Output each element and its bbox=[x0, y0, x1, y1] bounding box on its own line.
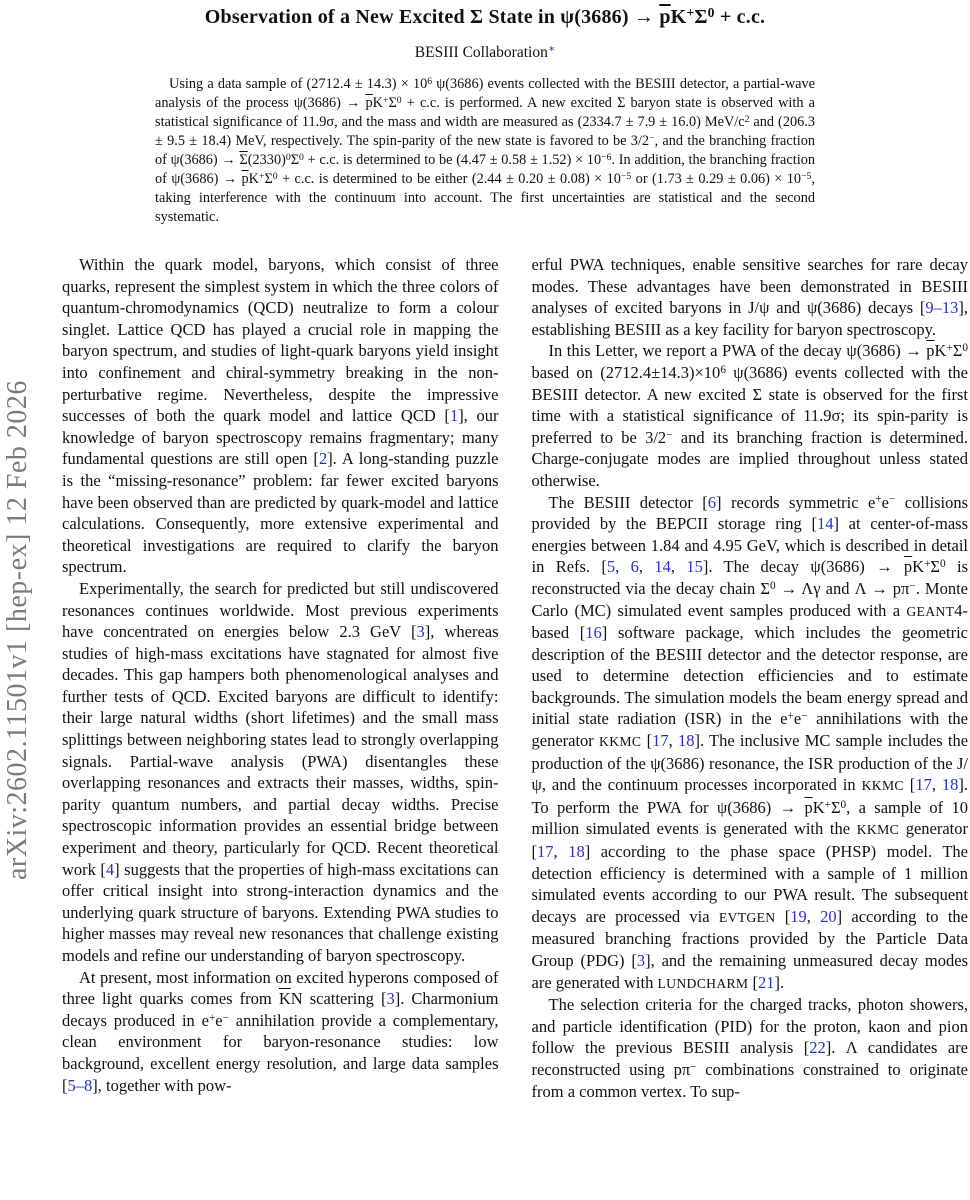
authors-line bbox=[0, 44, 970, 62]
citation-link[interactable]: 14 bbox=[654, 557, 671, 577]
citation-link[interactable]: 17 bbox=[537, 842, 554, 862]
citation-link[interactable]: 3 bbox=[636, 951, 646, 970]
paragraph: erful PWA techniques, enable sensitive searches for rare decay modes. These advantages have been demonstrated in BESIII analyses of excited baryons in J/ψ and ψ(3686) decays [9–13], establishing BESIII as a key facility for baryon spectroscopy. bbox=[531, 255, 968, 339]
body-columns bbox=[62, 254, 968, 1190]
citation-link[interactable]: 17 bbox=[915, 775, 932, 795]
citation-link[interactable]: 17 bbox=[652, 731, 669, 751]
citation-link[interactable]: 19 bbox=[790, 906, 807, 926]
paper-title: Observation of a New Excited Σ State in $\psi(3686) \to \overline{p}K^+\Sigma^0 + c.c$. bbox=[204, 4, 766, 28]
citation-link[interactable]: 5 bbox=[606, 557, 616, 577]
citation-link[interactable]: 14 bbox=[816, 514, 834, 534]
citation-link[interactable]: 15 bbox=[686, 557, 703, 577]
citation-link[interactable]: 4 bbox=[105, 859, 115, 879]
arxiv-stamp: arXiv:2602.11501v1 [hep-ex] 12 Feb 2026 bbox=[2, 380, 33, 880]
left-column bbox=[62, 254, 499, 1190]
citation-link[interactable]: 18 bbox=[941, 775, 959, 795]
citation-link[interactable]: 6 bbox=[630, 557, 639, 577]
citation-link[interactable]: 18 bbox=[677, 731, 695, 751]
paragraph: At present, most information on excited hyperons composed of three light quarks comes from $\overline{K}N$ scattering [3]. Charmonium decays produced in e+e− annihilation provide a complementary, clean environment for baryon-resonance studies: low background, excellent energy resolution, and large data samples [5–8], together with pow- bbox=[62, 967, 499, 1095]
citation-link[interactable]: 3 bbox=[386, 989, 395, 1009]
citation-link[interactable]: 9–13 bbox=[925, 298, 959, 318]
citation-link[interactable]: 16 bbox=[585, 623, 602, 643]
citation-link[interactable]: 20 bbox=[820, 906, 837, 926]
citation-link[interactable]: 2 bbox=[318, 449, 328, 469]
citation-link[interactable]: 5–8 bbox=[67, 1075, 93, 1095]
paragraph: Within the quark model, baryons, which consist of three quarks, represent the simplest system in which the three colors of quantum-chromodynamics (QCD) neutralize to form a colour singlet. Lattice QCD has played a crucial role in mapping the baryon spectrum, and studies of light-quark baryons yield insight into confinement and chiral-symmetry breaking in the non-perturbative regime. Nevertheless, despite the impressive successes of both the quark model and lattice QCD [1], our knowledge of baryon spectroscopy remains fragmentary; many fundamental questions are still open [2]. A long-standing puzzle is the “missing-resonance” problem: far fewer excited baryons have been observed than are predicted by quark-model and lattice calculations. Consequently, more extensive experimental and theoretical investigations are required to clarify the baryon spectrum. bbox=[62, 255, 499, 577]
right-column bbox=[532, 254, 969, 1190]
paragraph: The selection criteria for the charged tracks, photon showers, and particle identification (PID) for the proton, kaon and pion follow the previous BESIII analysis [22]. Λ candidates are reconstructed using pπ− combinations constrained to originate from a common vertex. To sup- bbox=[531, 995, 968, 1101]
citation-link[interactable]: 3 bbox=[416, 622, 425, 642]
citation-link[interactable]: 1 bbox=[449, 406, 459, 426]
abstract: Using a data sample of $(2712.4 \pm 14.3) \times 10^6$ ψ(3686) events collected with the BESIII detector, a partial-wave analysis of the process $\psi(3686) \to \overline{p}K^+\Sigma^0 + c.c$. is performed. A new excited Σ baryon state is observed with a statistical significance of 11.9σ, and the mass and width are measured as (2334.7 ± 7.9 ± 16.0) MeV/$c^2$ and (206.3 ± 9.5 ± 18.4) MeV, respectively. The spin-parity of the new state is favored to be 3/2−, and the branching fraction of $\psi(3686) \to \overline{\Sigma}(2330)^0\Sigma^0 + c.c$. is determined to be $(4.47 \pm 0.58 \pm 1.52) \times 10^{-6}$. In addition, the branching fraction of $\psi(3686) \to \overline{p}K^+\Sigma^0 + c.c$. is determined to be either $(2.44 \pm 0.20 \pm 0.08) \times 10^{-5}$ or $(1.73 \pm 0.29 \pm 0.06) \times 10^{-5}$, taking interference with the continuum into account. The first uncertainties are statistical and the second systematic. bbox=[155, 75, 815, 225]
citation-link[interactable]: 18 bbox=[568, 842, 585, 862]
citation-link[interactable]: 21 bbox=[758, 972, 775, 992]
citation-link[interactable]: 22 bbox=[809, 1038, 826, 1058]
paragraph: In this Letter, we report a PWA of the decay $\psi(3686) \to \overline{p}K^+\Sigma^0$ based on $(2712.4\pm 14.3)\times 10^6$ ψ(3686) events collected with the BESIII detector. A new excited Σ state is observed for the first time with a statistical significance of 11.9σ; its spin-parity is preferred to be 3/2− and its branching fraction is determined. Charge-conjugate modes are implied throughout unless stated otherwise. bbox=[531, 341, 968, 490]
paragraph: The BESIII detector [6] records symmetric e+e− collisions provided by the BEPCII storage ring [14] at center-of-mass energies between 1.84 and 4.95 GeV, which is described in detail in Refs. [5, 6, 14, 15]. The decay $\psi(3686) \to \overline{p}K^+\Sigma^0$ is reconstructed via the decay chain $\Sigma^0 \to \Lambda\gamma$ and Λ → pπ−. Monte Carlo (MC) simulated event samples produced with a GEANT4-based [16] software package, which includes the geometric description of the BESIII detector and the detector response, are used to determine detection efficiencies and to estimate backgrounds. The simulation models the beam energy spread and initial state radiation (ISR) in the e+e− annihilations with the generator KKMC [17, 18]. The inclusive MC sample includes the production of the ψ(3686) resonance, the ISR production of the J/ψ, and the continuum processes incorporated in KKMC [17, 18]. To perform the PWA for $\psi(3686) \to \overline{p}K^+\Sigma^0$, a sample of 10 million simulated events is generated with the KKMC generator [17, 18] according to the phase space (PHSP) model. The detection efficiency is determined with a sample of 1 million simulated events according to our PWA result. The subsequent decays are processed via EVTGEN [19, 20] according to the measured branching fractions provided by the Particle Data Group (PDG) [3], and the remaining unmeasured decay modes are generated with LUNDCHARM [21]. bbox=[531, 492, 968, 992]
author-footnote-link[interactable]: ∗ bbox=[547, 43, 556, 56]
paragraph: Experimentally, the search for predicted but still undiscovered resonances continues worldwide. Most previous experiments have concentrated on energies below 2.3 GeV [3], whereas studies of high-mass excitations have stagnated for almost five decades. This gap hampers both phenomenological analyses and further tests of QCD. Excited baryons are difficult to identify: their large natural widths (short lifetimes) and the small mass splittings between neighboring states lead to strongly overlapping signals. Partial-wave analysis (PWA) disentangles these overlapping resonances and extracts their masses, widths, spin-parity quantum numbers, and partial decay widths. Precise spectroscopic information provides an essential bridge between experiment and theory, particularly for QCD. Recent theoretical work [4] suggests that the properties of high-mass excitations can offer critical insight into strong-interaction dynamics and the underlying quark structure of baryons. Extending PWA studies to higher masses may reveal new resonances that challenge existing models and refine our understanding of baryon spectroscopy. bbox=[62, 578, 499, 965]
collaboration-name: BESIII Collaboration bbox=[414, 44, 548, 61]
citation-link[interactable]: 6 bbox=[707, 492, 717, 512]
